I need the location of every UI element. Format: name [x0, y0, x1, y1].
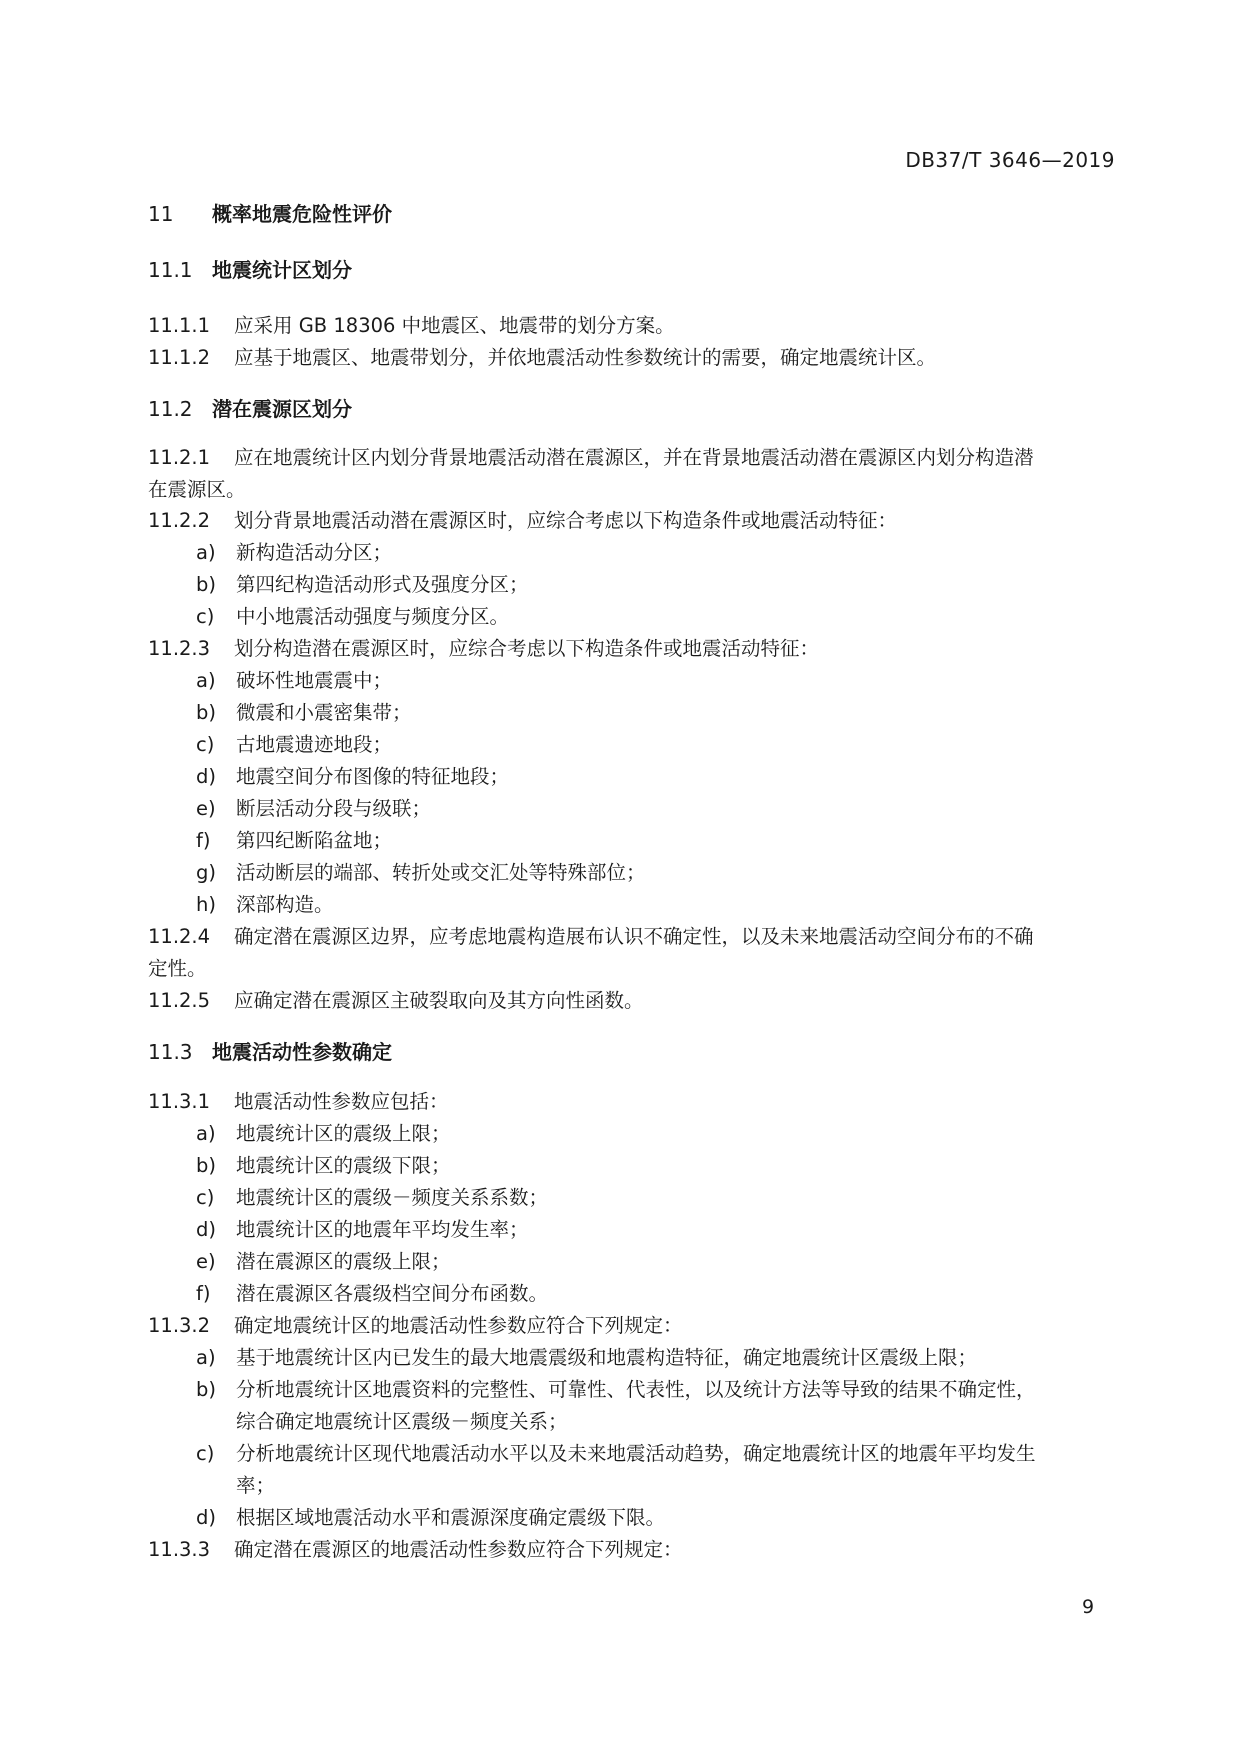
clause-11-2-5 — [148, 985, 644, 1017]
list-item-cont: 综合确定地震统计区震级－频度关系； — [236, 1410, 568, 1433]
clause-11-2-4 — [148, 921, 1034, 953]
clause-11-3-1 — [148, 1086, 449, 1118]
clause-number: 11.2.5 — [148, 989, 211, 1012]
item-label: e) — [196, 1250, 216, 1273]
section-number: 11 — [148, 202, 174, 226]
clause-11-3-3 — [148, 1534, 683, 1566]
clause-number: 11.3.1 — [148, 1090, 211, 1113]
item-text: 微震和小震密集带； — [236, 701, 412, 724]
list-item — [196, 1150, 451, 1182]
clause-text: 地震活动性参数应包括： — [234, 1090, 449, 1113]
heading-title: 潜在震源区划分 — [212, 397, 352, 421]
list-item — [196, 1278, 548, 1310]
list-item — [196, 729, 392, 761]
item-text: 基于地震统计区内已发生的最大地震震级和地震构造特征，确定地震统计区震级上限； — [236, 1346, 978, 1369]
clause-text: 应采用 GB 18306 中地震区、地震带的划分方案。 — [234, 314, 675, 337]
clause-number: 11.2.3 — [148, 637, 211, 660]
heading-number: 11.2 — [148, 397, 193, 421]
item-label: f) — [196, 829, 211, 852]
item-label: d) — [196, 1506, 216, 1529]
clause-11-2-3 — [148, 633, 819, 665]
item-text: 根据区域地震活动水平和震源深度确定震级下限。 — [236, 1506, 666, 1529]
list-item — [196, 537, 392, 569]
item-label: b) — [196, 573, 216, 596]
heading-title: 地震统计区划分 — [212, 258, 352, 282]
heading-number: 11.1 — [148, 258, 193, 282]
clause-text: 划分构造潜在震源区时，应综合考虑以下构造条件或地震活动特征： — [234, 637, 820, 660]
list-item — [196, 1246, 451, 1278]
subsection-heading-11-3 — [148, 1036, 392, 1068]
item-text: 古地震遗迹地段； — [236, 733, 393, 756]
item-text: 分析地震统计区现代地震活动水平以及未来地震活动趋势，确定地震统计区的地震年平均发生 — [236, 1442, 1036, 1465]
item-label: g) — [196, 861, 216, 884]
item-text: 地震统计区的震级下限； — [236, 1154, 451, 1177]
list-item — [196, 697, 412, 729]
clause-text: 划分背景地震活动潜在震源区时，应综合考虑以下构造条件或地震活动特征： — [234, 509, 898, 532]
clause-number: 11.1.2 — [148, 346, 211, 369]
item-label: c) — [196, 1442, 215, 1465]
list-item — [196, 857, 646, 889]
heading-title: 地震活动性参数确定 — [212, 1040, 392, 1064]
list-item-cont: 率； — [236, 1474, 276, 1497]
item-text: 地震统计区的震级上限； — [236, 1122, 451, 1145]
clause-11-1-2 — [148, 342, 936, 374]
clause-11-1-1 — [148, 310, 675, 342]
heading-number: 11.3 — [148, 1040, 193, 1064]
item-text: 断层活动分段与级联； — [236, 797, 432, 820]
item-label: c) — [196, 733, 215, 756]
list-item — [196, 1502, 665, 1534]
list-item — [196, 1438, 1036, 1470]
list-item — [196, 1342, 977, 1374]
item-text: 地震统计区的地震年平均发生率； — [236, 1218, 529, 1241]
clause-text: 确定潜在震源区的地震活动性参数应符合下列规定： — [234, 1538, 683, 1561]
item-text: 分析地震统计区地震资料的完整性、可靠性、代表性，以及统计方法等导致的结果不确定性， — [236, 1378, 1036, 1401]
item-text: 中小地震活动强度与频度分区。 — [236, 605, 510, 628]
list-item — [196, 1182, 548, 1214]
list-item — [196, 761, 509, 793]
item-text: 第四纪构造活动形式及强度分区； — [236, 573, 529, 596]
clause-text: 确定潜在震源区边界，应考虑地震构造展布认识不确定性，以及未来地震活动空间分布的不确 — [234, 925, 1034, 948]
item-label: d) — [196, 1218, 216, 1241]
list-item — [196, 601, 509, 633]
item-label: a) — [196, 1122, 216, 1145]
item-label: b) — [196, 1378, 216, 1401]
clause-number: 11.2.1 — [148, 446, 211, 469]
section-heading — [148, 198, 392, 230]
item-text: 潜在震源区的震级上限； — [236, 1250, 451, 1273]
clause-11-2-4-cont: 定性。 — [148, 957, 207, 980]
list-item — [196, 825, 392, 857]
clause-11-2-1 — [148, 442, 1034, 474]
item-text: 深部构造。 — [236, 893, 334, 916]
clause-11-3-2 — [148, 1310, 683, 1342]
clause-11-2-1-cont: 在震源区。 — [148, 478, 246, 501]
item-text: 潜在震源区各震级档空间分布函数。 — [236, 1282, 549, 1305]
item-label: a) — [196, 1346, 216, 1369]
item-label: e) — [196, 797, 216, 820]
item-label: c) — [196, 605, 215, 628]
subsection-heading-11-2 — [148, 393, 352, 425]
clause-number: 11.2.4 — [148, 925, 211, 948]
clause-number: 11.1.1 — [148, 314, 211, 337]
doc-code-header: DB37/T 3646—2019 — [905, 148, 1115, 172]
clause-number: 11.2.2 — [148, 509, 211, 532]
list-item — [196, 665, 392, 697]
clause-number: 11.3.2 — [148, 1314, 211, 1337]
list-item — [196, 889, 334, 921]
list-item — [196, 1118, 451, 1150]
list-item — [196, 1374, 1036, 1406]
item-label: a) — [196, 541, 216, 564]
item-text: 地震统计区的震级－频度关系系数； — [236, 1186, 549, 1209]
clause-text: 应确定潜在震源区主破裂取向及其方向性函数。 — [234, 989, 644, 1012]
subsection-heading-11-1 — [148, 254, 352, 286]
item-text: 第四纪断陷盆地； — [236, 829, 393, 852]
list-item — [196, 793, 431, 825]
item-label: f) — [196, 1282, 211, 1305]
section-title: 概率地震危险性评价 — [212, 202, 392, 226]
item-label: a) — [196, 669, 216, 692]
list-item — [196, 569, 529, 601]
item-text: 活动断层的端部、转折处或交汇处等特殊部位； — [236, 861, 646, 884]
clause-text: 应基于地震区、地震带划分，并依地震活动性参数统计的需要，确定地震统计区。 — [234, 346, 937, 369]
item-text: 新构造活动分区； — [236, 541, 393, 564]
item-label: h) — [196, 893, 216, 916]
item-label: c) — [196, 1186, 215, 1209]
item-label: b) — [196, 1154, 216, 1177]
item-label: d) — [196, 765, 216, 788]
clause-text: 确定地震统计区的地震活动性参数应符合下列规定： — [234, 1314, 683, 1337]
page-number: 9 — [1082, 1596, 1095, 1618]
clause-11-2-2 — [148, 505, 897, 537]
clause-text: 应在地震统计区内划分背景地震活动潜在震源区，并在背景地震活动潜在震源区内划分构造潜 — [234, 446, 1034, 469]
clause-number: 11.3.3 — [148, 1538, 211, 1561]
item-text: 破坏性地震震中； — [236, 669, 393, 692]
list-item — [196, 1214, 529, 1246]
item-text: 地震空间分布图像的特征地段； — [236, 765, 510, 788]
item-label: b) — [196, 701, 216, 724]
